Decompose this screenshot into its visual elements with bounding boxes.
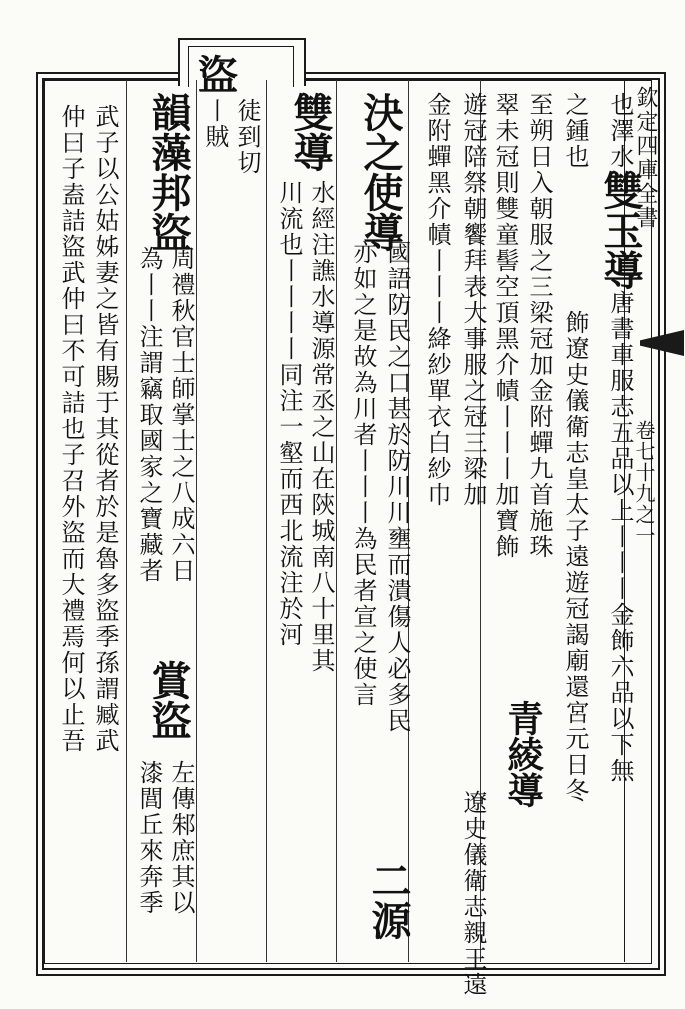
text-column bbox=[88, 104, 123, 754]
column-text: 川流也丨丨丨丨同注一壑而西北流注於河 bbox=[275, 180, 303, 648]
entry-heading: 韻藻邦盜 bbox=[145, 92, 192, 252]
column-text: 周禮秋官士師掌士之八成六日 bbox=[167, 246, 195, 584]
entry-heading: 雙導 bbox=[287, 92, 334, 172]
text-column bbox=[164, 246, 199, 584]
entry-heading: 賞盜 bbox=[145, 660, 192, 740]
section-heading: 盜 bbox=[198, 52, 238, 99]
column-text: 翠未冠則雙童髻空頂黑介幘丨丨丨加寶飾 bbox=[491, 92, 519, 560]
column-divider bbox=[266, 80, 267, 962]
text-column bbox=[456, 790, 491, 998]
column-divider bbox=[126, 80, 127, 962]
column-text: 為丨丨注謂竊取國家之寶藏者 bbox=[135, 246, 163, 584]
column-text: 武子以公姑姊妻之皆有賜于其從者於是魯多盜季孫謂臧武 bbox=[91, 104, 119, 754]
book-title: 欽定四庫全書 bbox=[633, 86, 658, 230]
text-column bbox=[54, 104, 89, 754]
text-column bbox=[230, 98, 265, 176]
column-text: 遊冠陪祭朝饗拜表大事服之冠三梁加 bbox=[459, 92, 487, 508]
text-column bbox=[198, 98, 233, 150]
text-column bbox=[360, 860, 417, 940]
column-text: 左傳邾庶其以 bbox=[167, 760, 195, 916]
text-column bbox=[140, 92, 197, 252]
column-text: 唐書車服志五品以上丨丨丨金飾六品以下無 bbox=[606, 290, 634, 784]
column-text: 之鍾也 bbox=[561, 92, 589, 170]
text-column bbox=[272, 180, 307, 648]
text-column bbox=[346, 240, 381, 708]
column-text: 徒到切 bbox=[233, 98, 261, 176]
column-text: 漆閭丘來奔季 bbox=[135, 760, 163, 916]
column-text: 水經注譙水導源常丞之山在陝城南八十里其 bbox=[307, 180, 335, 674]
column-text: 遼史儀衛志親王遠 bbox=[459, 790, 487, 998]
text-column bbox=[132, 246, 167, 584]
entry-heading: 二源 bbox=[365, 860, 412, 940]
text-column bbox=[352, 92, 409, 252]
text-column bbox=[282, 92, 339, 172]
entry-heading: 雙玉導 bbox=[597, 170, 644, 290]
text-column bbox=[380, 240, 415, 734]
text-column bbox=[522, 92, 557, 560]
text-column bbox=[164, 760, 199, 916]
column-text: 國語防民之口甚於防川川壅而潰傷人必多民 bbox=[383, 240, 411, 734]
text-column bbox=[558, 92, 593, 804]
text-column bbox=[304, 180, 339, 674]
column-text: 也澤水 bbox=[606, 92, 634, 170]
column-text: 丨賊 bbox=[201, 98, 229, 150]
text-column bbox=[140, 660, 197, 740]
text-column bbox=[498, 700, 549, 808]
entry-heading: 青綾導 bbox=[502, 700, 544, 808]
text-column bbox=[488, 92, 523, 560]
text-column bbox=[420, 92, 455, 508]
column-text: 仲曰子盍詰盜武仲曰不可詰也子召外盜而大禮焉何以止吾 bbox=[57, 104, 85, 754]
column-text: 飾遼史儀衛志皇太子遠遊冠謁廟還宮元日冬 bbox=[561, 310, 589, 804]
entry-heading: 決之使導 bbox=[357, 92, 404, 252]
column-text: 金附蟬黑介幘丨丨丨絳紗單衣白紗巾 bbox=[423, 92, 451, 508]
text-column bbox=[592, 92, 649, 784]
volume-label: 卷七十九之一 bbox=[632, 420, 656, 546]
text-column bbox=[132, 760, 167, 916]
column-text: 至朔日入朝服之三梁冠加金附蟬九首施珠 bbox=[525, 92, 553, 560]
column-text: 亦如之是故為川者丨丨丨為民者宣之使言 bbox=[349, 240, 377, 708]
text-column bbox=[456, 92, 491, 508]
